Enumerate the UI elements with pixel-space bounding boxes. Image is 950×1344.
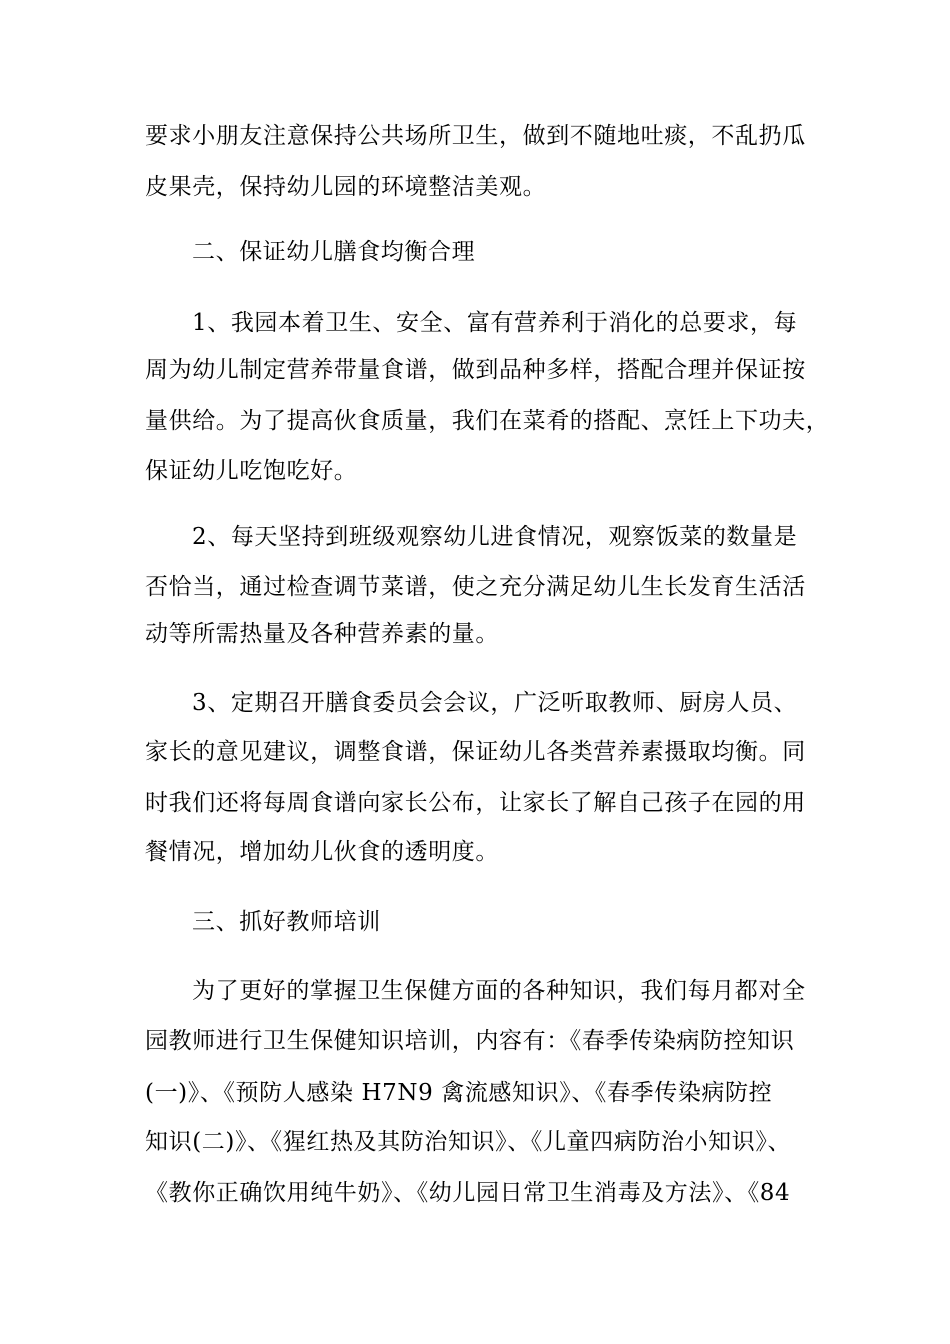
para5-line-1: 为了更好的掌握卫生保健方面的各种知识，我们每月都对全	[192, 978, 806, 1004]
para3-line-3: 动等所需热量及各种营养素的量。	[145, 621, 499, 647]
para1-line-2: 皮果壳，保持幼儿园的环境整洁美观。	[145, 174, 547, 200]
para4-line-2: 家长的意见建议，调整食谱，保证幼儿各类营养素摄取均衡。同	[145, 739, 806, 765]
para2-line-4: 保证幼儿吃饱吃好。	[145, 458, 358, 484]
para3-line-2: 否恰当，通过检查调节菜谱，使之充分满足幼儿生长发育生活活	[145, 574, 806, 600]
para2-line-2: 周为幼儿制定营养带量食谱，做到品种多样，搭配合理并保证按	[145, 357, 806, 383]
para5-line-2: 园教师进行卫生保健知识培训，内容有：《春季传染病防控知识	[145, 1028, 795, 1054]
para2-line-1: 1、我园本着卫生、安全、富有营养利于消化的总要求，每	[192, 310, 798, 336]
para2-line-3: 量供给。为了提高伙食质量，我们在菜肴的搭配、烹饪上下功夫，	[145, 408, 830, 434]
para4-line-3: 时我们还将每周食谱向家长公布，让家长了解自己孩子在园的用	[145, 790, 806, 816]
para5-line-3: (一)》、《预防人感染 H7N9 禽流感知识》、《春季传染病防控	[145, 1080, 773, 1106]
para3-line-1: 2、每天坚持到班级观察幼儿进食情况，观察饭菜的数量是	[192, 524, 798, 550]
para5-line-4: 知识(二)》、《猩红热及其防治知识》、《儿童四病防治小知识》、	[145, 1129, 792, 1155]
para4-line-4: 餐情况，增加幼儿伙食的透明度。	[145, 839, 499, 865]
section-heading-2: 二、保证幼儿膳食均衡合理	[192, 239, 476, 265]
para4-line-1: 3、定期召开膳食委员会会议，广泛听取教师、厨房人员、	[192, 690, 798, 716]
para5-line-5: 《教你正确饮用纯牛奶》、《幼儿园日常卫生消毒及方法》、《84	[145, 1180, 791, 1206]
para1-line-1: 要求小朋友注意保持公共场所卫生，做到不随地吐痰，不乱扔瓜	[145, 123, 806, 149]
section-heading-3: 三、抓好教师培训	[192, 909, 381, 935]
